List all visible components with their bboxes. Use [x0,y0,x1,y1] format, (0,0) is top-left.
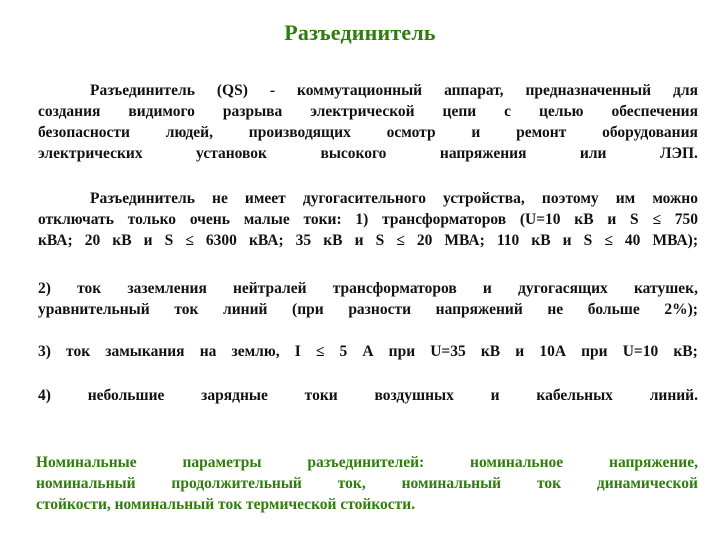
text-line: 4) небольшие зарядные токи воздушных и кабельных линий. [38,387,698,404]
currents-paragraph [38,188,698,251]
text-line: отключать только очень малые токи: 1) трансформаторов (U=10 кВ и S ≤ 750 [38,211,698,228]
list-item-4 [38,385,698,406]
text-line: уравнительный ток линий (при разности напряжений не больше 2%); [38,301,698,318]
text-line: электрических установок высокого напряжения или ЛЭП. [38,145,698,162]
nominal-parameters-paragraph [36,452,698,515]
definition-paragraph [38,80,698,164]
text-line: стойкости, номинальный ток термической стойкости. [36,496,416,513]
text-line: Разъединитель (QS) - коммутационный аппарат, предназначенный для [90,82,698,99]
text-line: номинальный продолжительный ток, номинальный ток динамической [36,475,698,492]
text-line: 2) ток заземления нейтралей трансформаторов и дугогасящих катушек, [38,280,698,297]
list-item-3 [38,341,698,362]
text-line: создания видимого разрыва электрической цепи с целью обеспечения [38,103,698,120]
text-line: кВА; 20 кВ и S ≤ 6300 кВА; 35 кВ и S ≤ 20 МВА; 110 кВ и S ≤ 40 МВА); [38,232,698,249]
text-line: Номинальные параметры разъединителей: номинальное напряжение, [36,454,698,471]
slide-title: Разъединитель [284,20,436,45]
list-item-2 [38,278,698,320]
text-line: 3) ток замыкания на землю, I ≤ 5 А при U=35 кВ и 10А при U=10 кВ; [38,343,698,360]
text-line: Разъединитель не имеет дугогасительного устройства, поэтому им можно [90,190,698,207]
text-line: безопасности людей, производящих осмотр и ремонт оборудования [38,124,698,141]
